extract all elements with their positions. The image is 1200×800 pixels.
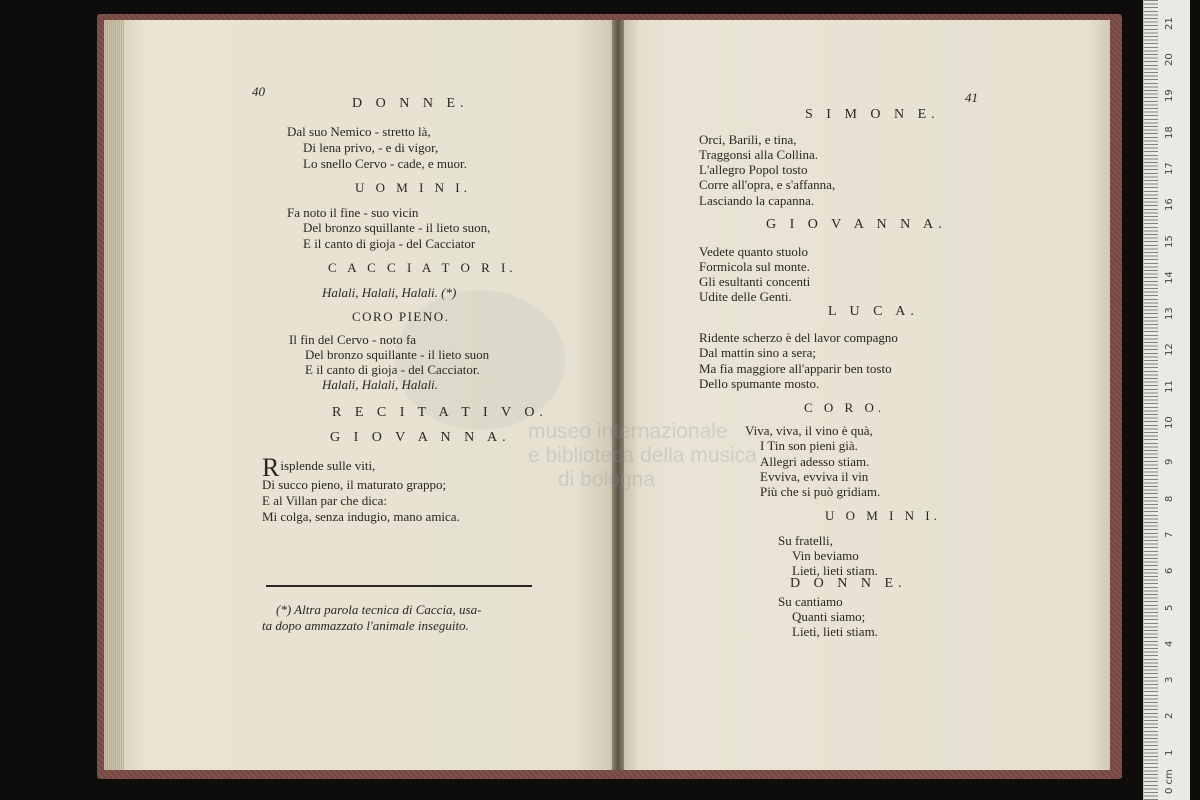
- ruler-number: 17: [1164, 162, 1175, 175]
- verse-line: Su cantiamo: [778, 594, 843, 609]
- verse-line: Halali, Halali, Halali. (*): [322, 285, 457, 300]
- verse-line: Di lena privo, - e di vigor,: [303, 140, 439, 155]
- verse-line: Ridente scherzo è del lavor compagno: [699, 330, 898, 345]
- verse-line: Evviva, evviva il vin: [760, 469, 869, 484]
- footnote-line: (*) Altra parola tecnica di Caccia, usa-: [276, 602, 482, 617]
- heading-giovanna-right: G I O V A N N A.: [766, 217, 947, 232]
- verse-text: isplende sulle viti,: [280, 458, 376, 473]
- ruler-number: 13: [1164, 307, 1175, 321]
- ruler-number: 5: [1164, 604, 1175, 611]
- ruler-number: 2: [1164, 713, 1175, 720]
- verse-line: E al Villan par che dica:: [262, 493, 387, 508]
- heading-uomini: U O M I N I.: [355, 180, 471, 195]
- ruler-number: 11: [1164, 379, 1175, 393]
- verse-line: Più che si può gridiam.: [760, 484, 881, 499]
- verse-line: Lieti, lieti stiam.: [792, 563, 878, 578]
- page-number-left: 40: [252, 84, 265, 99]
- verse-line: Orci, Barili, e tina,: [699, 132, 797, 147]
- heading-donne-right: D O N N E.: [790, 576, 907, 591]
- verse-line: Su fratelli,: [778, 533, 833, 548]
- verse-line: Viva, viva, il vino è quà,: [745, 423, 873, 438]
- book-gutter: [612, 20, 624, 770]
- page-number-right: 41: [965, 90, 978, 105]
- verse-line: Dello spumante mosto.: [699, 376, 820, 391]
- watermark-line: museo internazionale: [528, 420, 728, 443]
- page-edges: [104, 20, 124, 770]
- verse-line: Del bronzo squillante - il lieto suon: [305, 347, 490, 362]
- verse-line: Traggonsi alla Collina.: [699, 147, 819, 162]
- verse-line: Ma fia maggiore all'apparir ben tosto: [699, 361, 892, 376]
- ruler-number: 18: [1164, 125, 1175, 139]
- ruler-number: 12: [1164, 343, 1175, 357]
- ruler-ticks: [1144, 0, 1158, 800]
- ruler-number: 15: [1164, 234, 1175, 248]
- ruler-number: 19: [1164, 89, 1175, 103]
- verse-line: Dal mattin sino a sera;: [699, 345, 816, 360]
- watermark-line: e biblioteca della musica: [528, 444, 757, 467]
- verse-line: Vin beviamo: [792, 548, 859, 563]
- verse-line: Gli esultanti concenti: [699, 274, 811, 289]
- verse-line: Formicola sul monte.: [699, 259, 810, 274]
- verse-line: E il canto di gioja - del Cacciator.: [305, 362, 480, 377]
- footnote-line: ta dopo ammazzato l'animale inseguito.: [262, 618, 469, 633]
- ruler-number: 20: [1164, 53, 1175, 66]
- ruler-number: 14: [1164, 271, 1175, 284]
- verse-line: Lo snello Cervo - cade, e muor.: [303, 156, 467, 171]
- verse-line: Di succo pieno, il maturato grappo;: [262, 477, 447, 492]
- ruler-number: 10: [1164, 416, 1175, 429]
- verse-line: Del bronzo squillante - il lieto suon,: [303, 220, 491, 235]
- heading-luca: L U C A.: [828, 304, 919, 319]
- ruler-number: 3: [1164, 676, 1175, 684]
- verse-line: Corre all'opra, e s'affanna,: [699, 177, 836, 192]
- ruler-number: 7: [1164, 531, 1175, 538]
- verse-line: Udite delle Genti.: [699, 289, 792, 304]
- watermark-line: di bologna: [558, 468, 655, 491]
- verse-line: E il canto di gioja - del Cacciator: [303, 236, 476, 251]
- ruler-number: 21: [1164, 16, 1175, 30]
- verse-line: Mi colga, senza indugio, mano amica.: [262, 509, 460, 524]
- ruler-number: 8: [1164, 495, 1175, 502]
- heading-cacciatori: C A C C I A T O R I.: [328, 260, 517, 275]
- ruler-number: 16: [1164, 198, 1175, 212]
- heading-recitativo: R E C I T A T I V O.: [332, 405, 548, 420]
- verse-line: Il fin del Cervo - noto fa: [289, 332, 417, 347]
- right-page: [620, 20, 1110, 770]
- verse-line: Halali, Halali, Halali.: [322, 377, 438, 392]
- ruler-unit-label: 0 cm: [1164, 769, 1175, 794]
- footnote-rule: [266, 585, 532, 587]
- heading-donne: D O N N E.: [352, 96, 469, 111]
- heading-coro-pieno: CORO PIENO.: [352, 309, 450, 324]
- verse-line: L'allegro Popol tosto: [699, 162, 808, 177]
- heading-giovanna: G I O V A N N A.: [330, 430, 511, 445]
- verse-line: I Tin son pieni già.: [760, 438, 858, 453]
- heading-simone: S I M O N E.: [805, 107, 940, 122]
- verse-line: Quanti siamo;: [792, 609, 866, 624]
- measuring-ruler: [1143, 0, 1190, 800]
- verse-line: Vedete quanto stuolo: [699, 244, 809, 259]
- verse-line: Allegri adesso stiam.: [760, 454, 870, 469]
- ruler-number: 1: [1164, 749, 1175, 756]
- verse-line: Lasciando la capanna.: [699, 193, 815, 208]
- verse-line: Fa noto il fine - suo vicin: [287, 205, 419, 220]
- drop-cap: R: [262, 453, 280, 482]
- heading-uomini-right: U O M I N I.: [825, 508, 941, 523]
- ruler-number: 4: [1164, 640, 1175, 647]
- verse-line: Dal suo Nemico - stretto là,: [287, 124, 431, 139]
- ruler-number: 9: [1164, 458, 1175, 466]
- verse-line: Lieti, lieti stiam.: [792, 624, 878, 639]
- verse-line: [262, 453, 376, 482]
- ruler-number: 6: [1164, 567, 1175, 575]
- heading-coro: C O R O.: [804, 400, 886, 415]
